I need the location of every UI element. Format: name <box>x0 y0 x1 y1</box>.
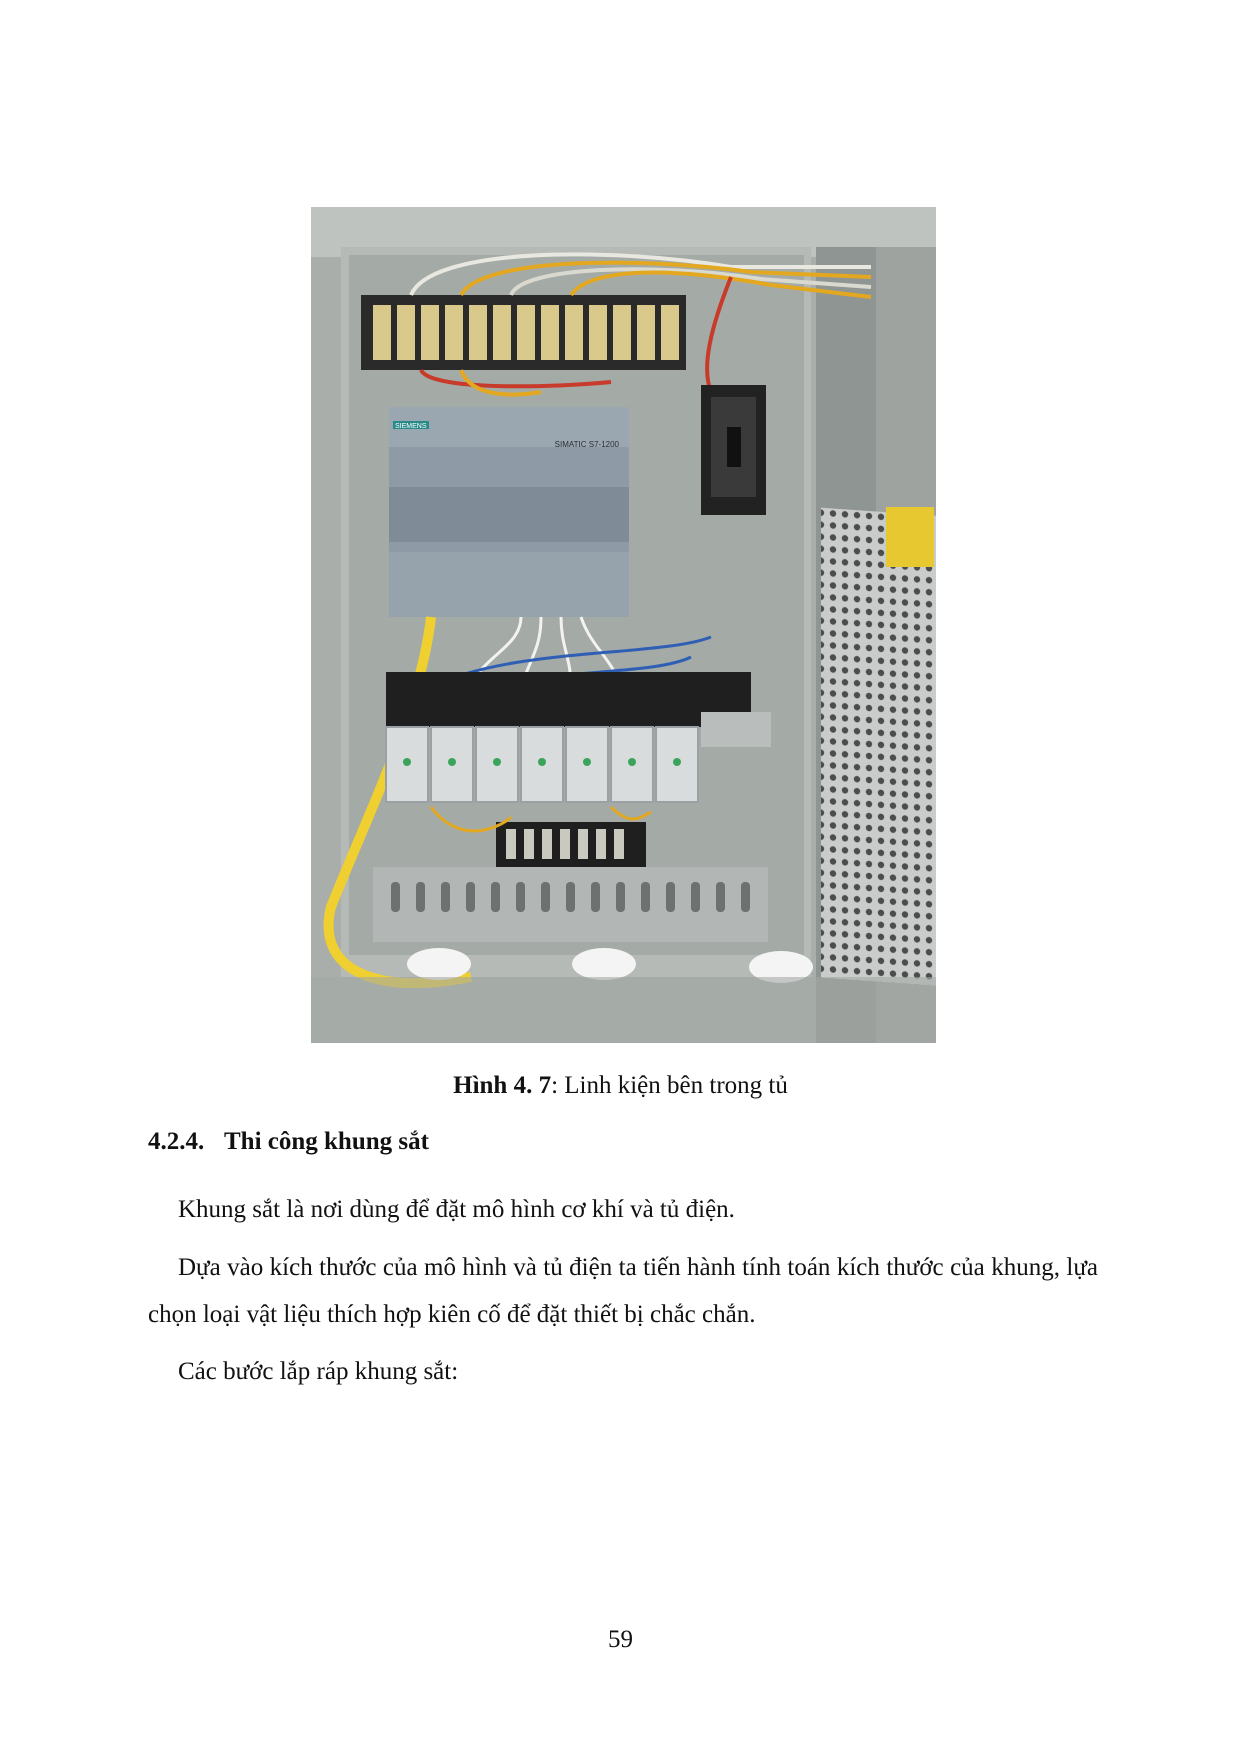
section-heading <box>148 1128 429 1156</box>
paragraph-1: Khung sắt là nơi dùng để đặt mô hình cơ khí và tủ điện. <box>178 1196 735 1223</box>
top-terminal-block <box>361 295 686 370</box>
paragraph-3: Các bước lắp ráp khung sắt: <box>178 1358 459 1385</box>
figure-caption-text: : Linh kiện bên trong tủ <box>551 1072 788 1099</box>
section-number: 4.2.4. <box>148 1128 205 1155</box>
plc-brand: SIEMENS <box>395 423 427 430</box>
figure-caption <box>0 1072 1241 1100</box>
cable-duct <box>373 867 768 942</box>
power-supply <box>821 507 936 986</box>
section-title: Thi công khung sắt <box>224 1128 429 1155</box>
page-number: 59 <box>608 1626 633 1653</box>
figure-label: Hình 4. 7 <box>453 1072 552 1099</box>
plc-model: SIMATIC S7-1200 <box>554 440 619 449</box>
plc-module <box>389 407 629 617</box>
circuit-breaker <box>701 385 766 515</box>
paragraph-2: Dựa vào kích thước của mô hình và tủ điện ta tiến hành tính toán kích thước của khung, lựa chọn loại vật liệu thích hợp kiên cố để đặt thiết bị chắc chắn. <box>148 1254 1098 1328</box>
electrical-cabinet-photo <box>311 207 936 1043</box>
